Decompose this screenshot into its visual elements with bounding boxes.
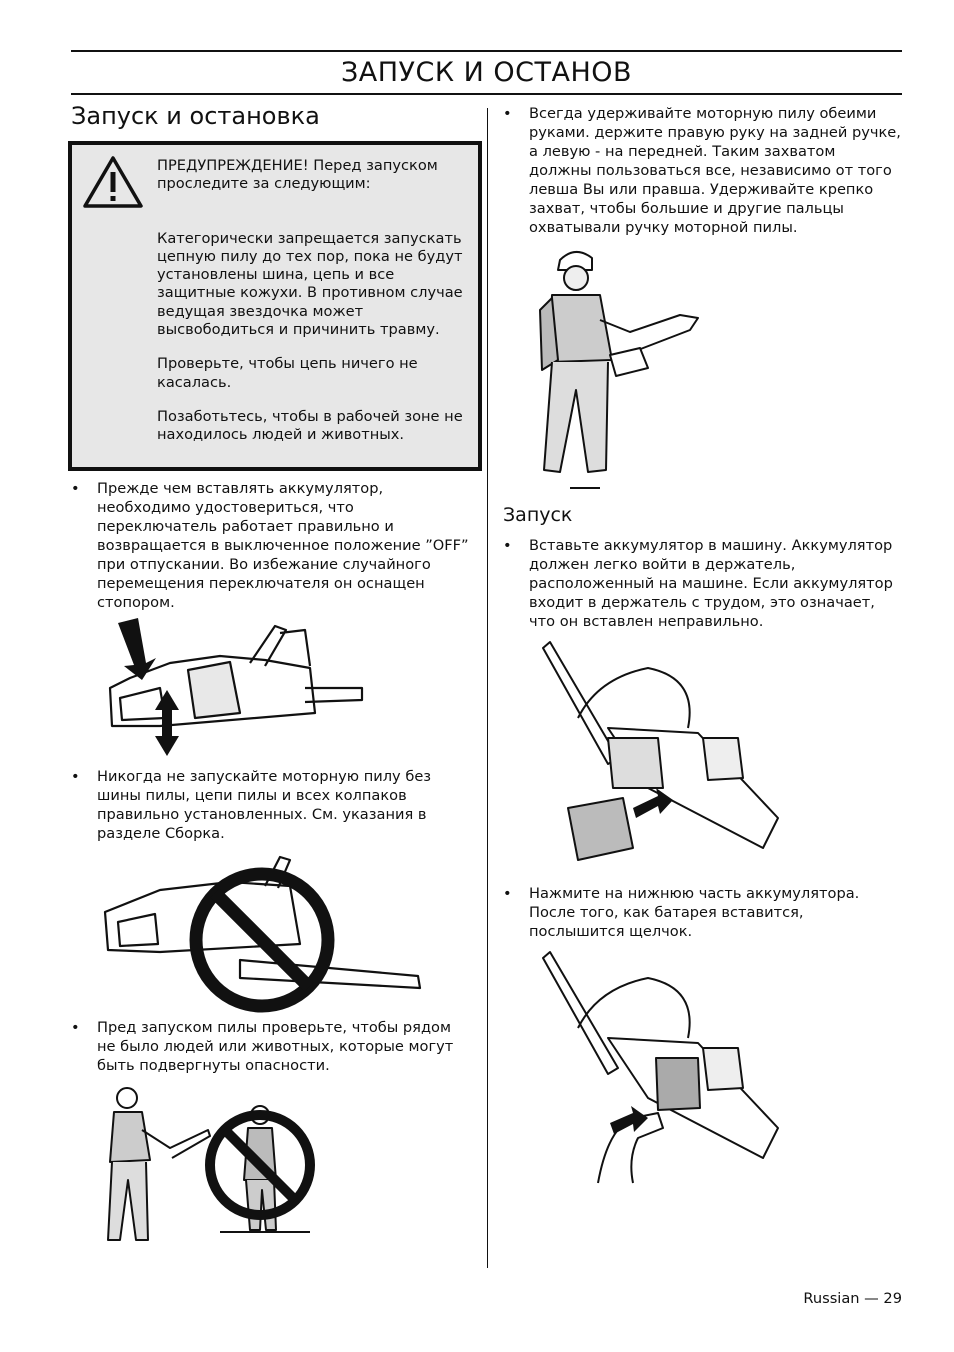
operator-holding-saw-illustration bbox=[530, 240, 705, 498]
list-item-text: Пред запуском пилы проверьте, чтобы рядом не было людей или животных, которые могут быть подвергнуты опасности. bbox=[97, 1019, 454, 1074]
list-item-text: Вставьте аккумулятор в машину. Аккумулятор должен легко войти в держатель, расположенный на машине. Если аккумулятор входит в держатель с трудом, это означает, что он вставлен неправильно. bbox=[529, 537, 893, 630]
warning-paragraph: Позаботьтесь, чтобы в рабочей зоне не находилось людей и животных. bbox=[157, 407, 463, 444]
warning-box bbox=[68, 141, 482, 471]
warning-text bbox=[157, 157, 467, 461]
switch-illustration bbox=[100, 618, 368, 760]
bullet-marker: • bbox=[71, 480, 80, 497]
warning-triangle-icon bbox=[82, 155, 144, 209]
list-item-text: Всегда удерживайте моторную пилу обеими руками. держите правую руку на задней ручке, а левую - на передней. Таким захватом должны пользоваться все, независимо от того левша Вы или правша. Удерживайте крепко захват, чтобы большие и другие пальцы охватывали ручку моторной пилы. bbox=[529, 105, 901, 236]
title-rule-top bbox=[71, 50, 902, 52]
no-bar-prohibited-illustration bbox=[100, 852, 424, 1014]
column-divider bbox=[487, 108, 488, 1268]
press-battery-illustration bbox=[538, 948, 788, 1188]
page-title: ЗАПУСК И ОСТАНОВ bbox=[340, 57, 633, 88]
list-item-text: Нажмите на нижнюю часть аккумулятора. После того, как батарея вставится, послышится щелчок. bbox=[529, 885, 860, 940]
bullet-marker: • bbox=[503, 885, 512, 902]
warning-title: ПРЕДУПРЕЖДЕНИЕ! Перед запуском проследите за следующим: bbox=[157, 157, 438, 193]
title-rule-bottom bbox=[71, 93, 902, 95]
list-item-text: Прежде чем вставлять аккумулятор, необходимо удостовериться, что переключатель работает правильно и возвращается в выключенное положение ”OFF” при отпускании. Во избежание случайного перемещения переключателя он оснащен стопором. bbox=[97, 480, 469, 611]
warning-paragraph: Категорически запрещается запускать цепную пилу до тех пор, пока не будут установлены шина, цепь и все защитные кожухи. В противном случае ведущая звездочка может высвободиться и причинить травму. bbox=[157, 229, 463, 339]
page-footer: Russian — 29 bbox=[803, 1290, 902, 1307]
warning-paragraph: Проверьте, чтобы цепь ничего не касалась. bbox=[157, 355, 418, 391]
bullet-marker: • bbox=[503, 537, 512, 554]
bystander-prohibited-illustration bbox=[100, 1080, 330, 1255]
bullet-marker: • bbox=[71, 768, 80, 785]
list-item-text: Никогда не запускайте моторную пилу без шины пилы, цепи пилы и всех колпаков правильно установленных. См. указания в разделе Сборка. bbox=[97, 768, 432, 842]
insert-battery-illustration bbox=[538, 638, 788, 878]
bullet-marker: • bbox=[503, 105, 512, 122]
bullet-marker: • bbox=[71, 1019, 80, 1036]
subsection-heading: Запуск bbox=[503, 504, 573, 526]
section-heading: Запуск и остановка bbox=[71, 102, 320, 130]
